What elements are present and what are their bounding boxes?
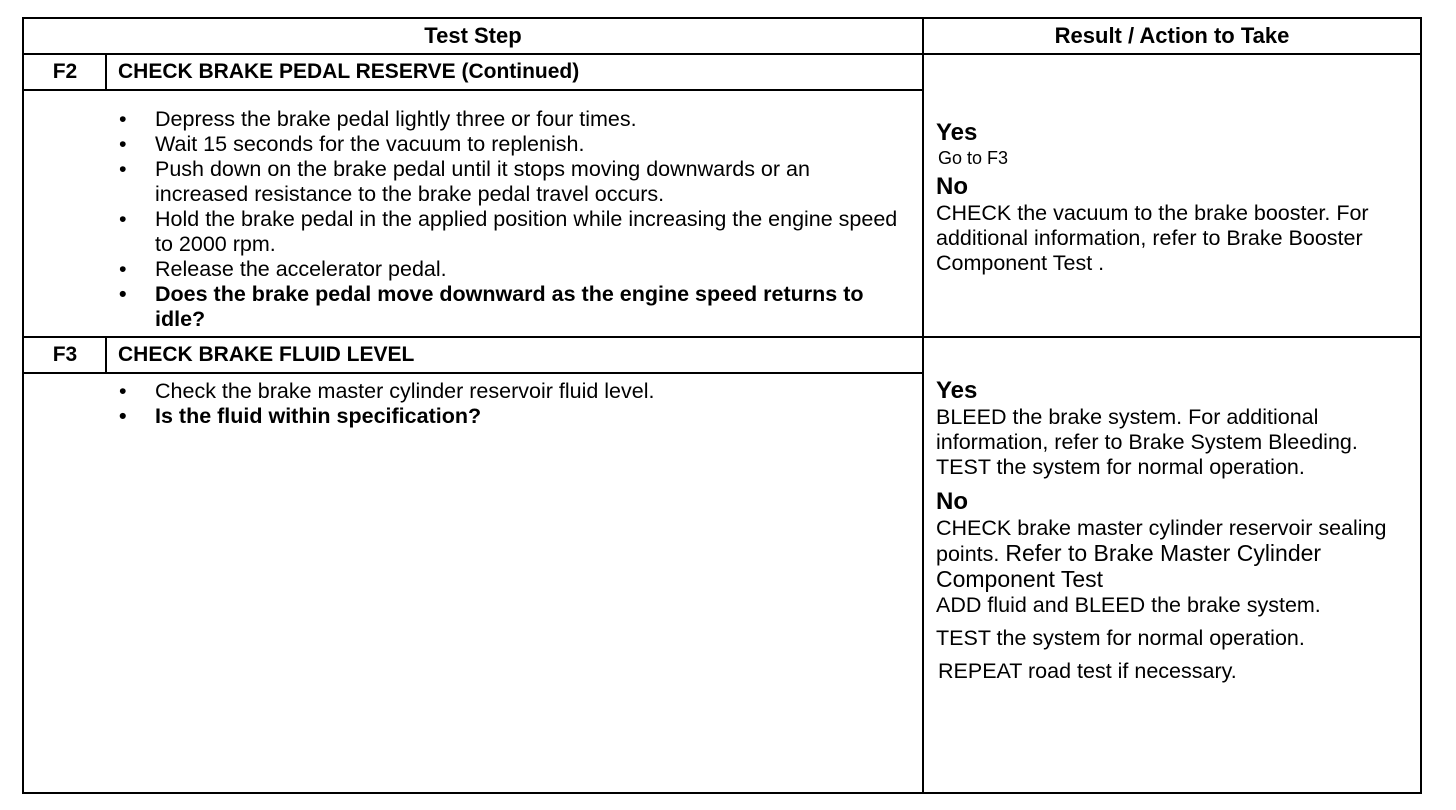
no-action-reference: Refer to Brake Master Cylinder Component Test [936, 540, 1322, 592]
test-step-table [22, 17, 1422, 794]
column-header-test-step: Test Step [424, 23, 522, 48]
step-question: • Does the brake pedal move downward as the engine speed returns to idle? [119, 282, 909, 332]
no-action-text: CHECK brake master cylinder reservoir sealing points. [936, 516, 1387, 566]
list-item: • Check the brake master cylinder reservoir fluid level. [119, 379, 909, 404]
list-item: • Push down on the brake pedal until it stops moving downwards or an increased resistance to the brake pedal travel occurs. [119, 157, 909, 207]
result-block [936, 119, 1416, 276]
no-label: No [936, 173, 968, 200]
list-item: • Wait 15 seconds for the vacuum to replenish. [119, 132, 909, 157]
step-bullet-list [119, 107, 909, 332]
step-title: CHECK BRAKE FLUID LEVEL [118, 343, 415, 366]
yes-label: Yes [936, 377, 978, 404]
no-action-test: TEST the system for normal operation. [936, 626, 1305, 650]
yes-label: Yes [936, 119, 978, 146]
step-question: • Is the fluid within specification? [119, 404, 909, 429]
list-item: • Release the accelerator pedal. [119, 257, 909, 282]
list-item: • Hold the brake pedal in the applied position while increasing the engine speed to 2000 rpm. [119, 207, 909, 257]
no-action [936, 516, 1416, 593]
no-label: No [936, 488, 968, 515]
yes-action: Go to F3 [938, 148, 1009, 168]
no-action-repeat: REPEAT road test if necessary. [938, 659, 1237, 683]
list-item: • Depress the brake pedal lightly three or four times. [119, 107, 909, 132]
yes-action: BLEED the brake system. For additional information, refer to Brake System Bleeding. TEST the system for normal operation. [936, 405, 1358, 479]
column-divider [922, 19, 924, 792]
row-divider [24, 89, 922, 91]
row-divider [24, 336, 1420, 338]
step-bullet-list [119, 379, 909, 429]
column-header-result-action: Result / Action to Take [1054, 23, 1290, 48]
step-id: F2 [52, 60, 78, 83]
no-action: CHECK the vacuum to the brake booster. For additional information, refer to Brake Booster Component Test . [936, 201, 1369, 275]
row-divider [24, 372, 922, 374]
result-block [936, 377, 1416, 684]
no-action-add-fluid: ADD fluid and BLEED the brake system. [936, 593, 1321, 617]
step-id: F3 [52, 343, 78, 366]
step-title: CHECK BRAKE PEDAL RESERVE (Continued) [118, 60, 580, 83]
